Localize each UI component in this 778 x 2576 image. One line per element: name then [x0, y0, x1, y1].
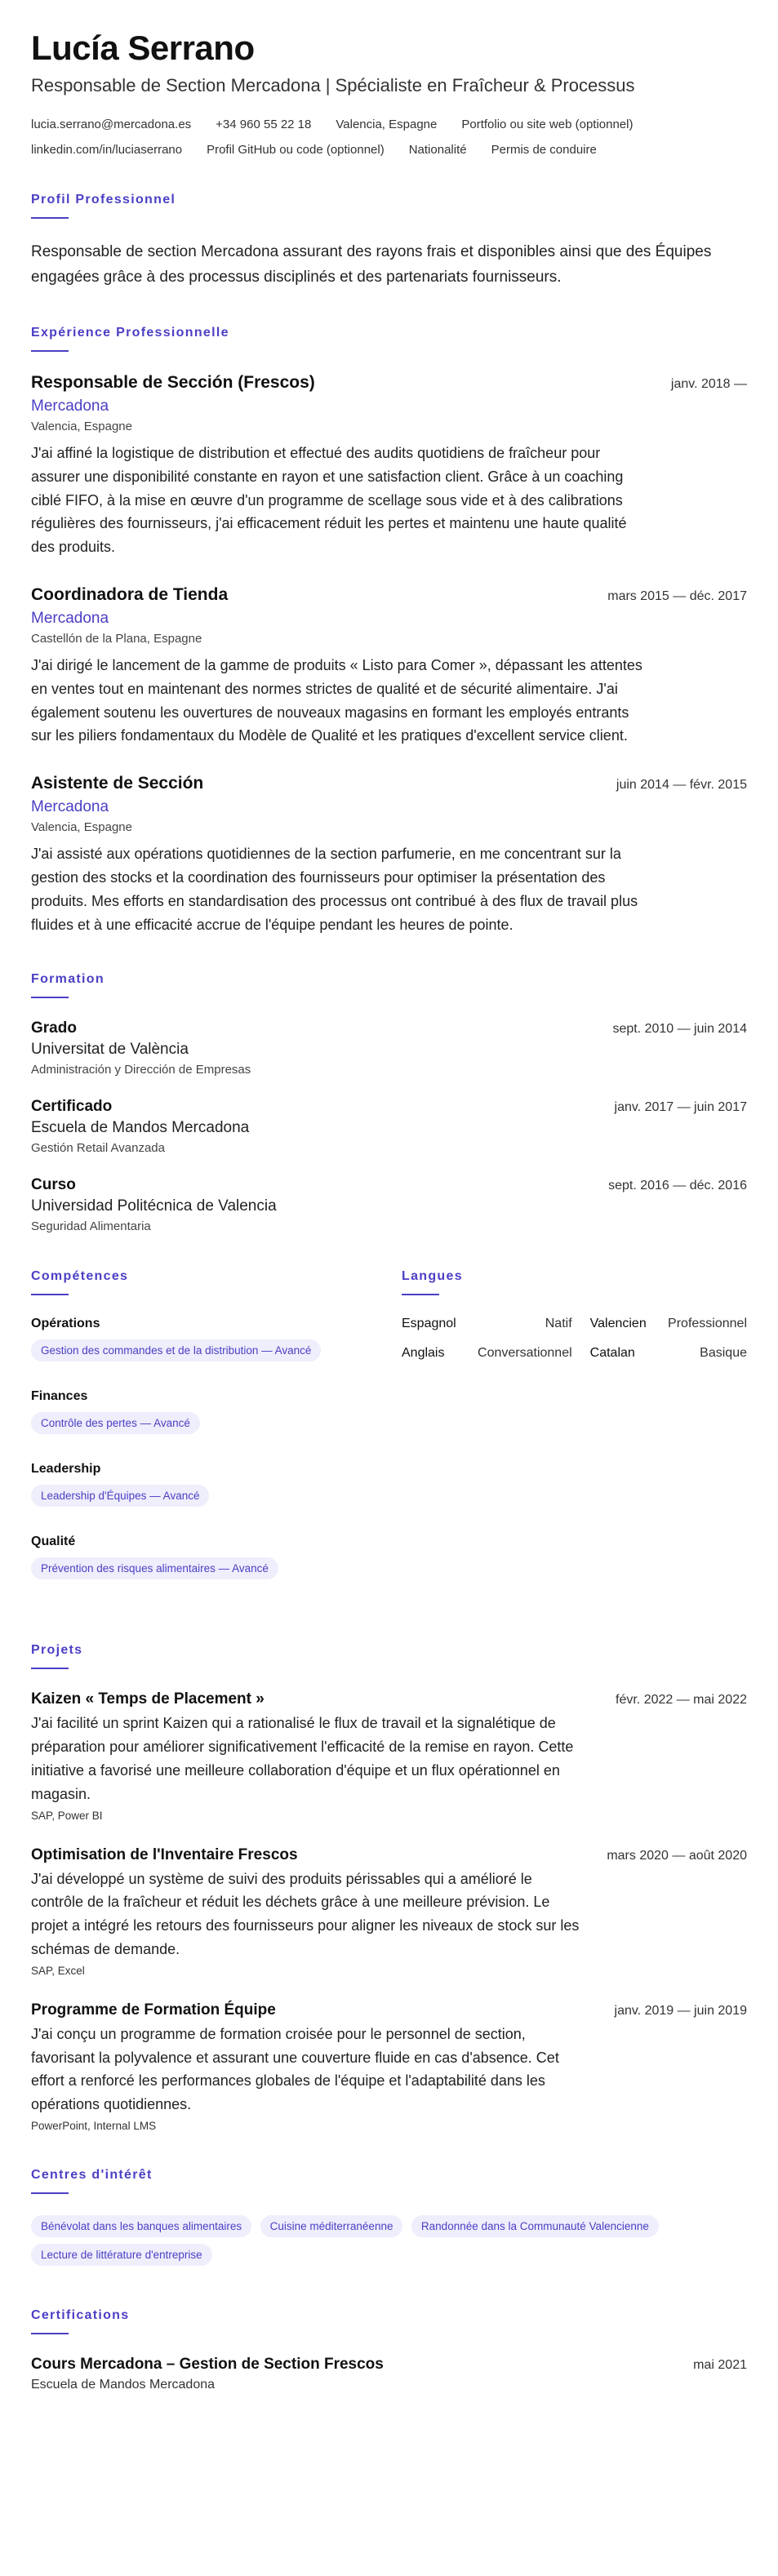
- project-tech: PowerPoint, Internal LMS: [31, 2119, 157, 2132]
- skill-group: [31, 1317, 358, 1368]
- contact-location: Valencia, Espagne: [336, 118, 438, 132]
- job-location: Valencia, Espagne: [31, 419, 132, 433]
- project-title: Optimisation de l'Inventaire Frescos: [31, 1845, 298, 1863]
- edu-degree: Curso: [31, 1176, 76, 1194]
- contact-row-1: [31, 118, 747, 131]
- job-location: Valencia, Espagne: [31, 820, 132, 835]
- job-company: Mercadona: [31, 798, 109, 816]
- education-entry: [31, 1019, 747, 1077]
- job-title: Coordinadora de Tienda: [31, 584, 229, 604]
- skill-tag: Prévention des risques alimentaires — Avancé: [31, 1557, 278, 1579]
- interests-section: [31, 2168, 747, 2272]
- skill-category: Opérations: [31, 1317, 100, 1331]
- section-divider: [31, 2333, 69, 2334]
- contact-row-2: [31, 143, 747, 157]
- section-title: Centres d'intérêt: [31, 2167, 153, 2182]
- project-description: J'ai développé un système de suivi des produits périssables qui a amélioré le contrôle de la fraîcheur et réduit les déchets grâce à une meilleure prévision. Le projet a intégré les retours des fournisseurs pour aligner les niveaux de stock sur les schémas de demande.: [31, 1870, 580, 1957]
- skill-group: [31, 1389, 358, 1441]
- certification-title: Cours Mercadona – Gestion de Section Frescos: [31, 2355, 384, 2373]
- project-title: Programme de Formation Équipe: [31, 2001, 276, 2019]
- section-title: Langues: [402, 1269, 463, 1284]
- contact-email[interactable]: lucia.serrano@mercadona.es: [31, 118, 192, 132]
- job-location: Castellón de la Plana, Espagne: [31, 631, 202, 646]
- edu-field: Seguridad Alimentaria: [31, 1219, 151, 1234]
- candidate-title: Responsable de Section Mercadona | Spécialiste en Fraîcheur & Processus: [31, 75, 635, 96]
- edu-date: janv. 2017 — juin 2017: [614, 1100, 747, 1115]
- education-entry: [31, 1098, 747, 1155]
- edu-school: Universitat de València: [31, 1041, 189, 1059]
- skill-category: Finances: [31, 1389, 88, 1404]
- experience-entry: [31, 373, 747, 559]
- edu-field: Administración y Dirección de Empresas: [31, 1063, 251, 1077]
- skill-tag: Leadership d'Équipes — Avancé: [31, 1485, 209, 1507]
- interest-tag: Lecture de littérature d'entreprise: [31, 2244, 212, 2266]
- education-section: [31, 972, 747, 1233]
- experience-section: [31, 326, 747, 936]
- project-entry: [31, 1690, 747, 1821]
- section-title: Formation: [31, 972, 104, 987]
- language-level: Professionnel: [668, 1317, 747, 1331]
- section-title: Compétences: [31, 1269, 129, 1284]
- language-level: Conversationnel: [478, 1346, 572, 1361]
- language-name: Valencien: [589, 1317, 647, 1331]
- project-date: mars 2020 — août 2020: [607, 1848, 747, 1863]
- interest-tag: Randonnée dans la Communauté Valencienne: [411, 2215, 659, 2237]
- job-date: mars 2015 — déc. 2017: [607, 588, 747, 603]
- contact-github[interactable]: Profil GitHub ou code (optionnel): [207, 143, 385, 158]
- interest-tag: Cuisine méditerranéenne: [260, 2215, 403, 2237]
- skill-tag: Contrôle des pertes — Avancé: [31, 1412, 200, 1434]
- language-name: Anglais: [402, 1346, 445, 1361]
- section-title: Certifications: [31, 2307, 130, 2322]
- skill-group: [31, 1534, 358, 1586]
- project-description: J'ai facilité un sprint Kaizen qui a rationalisé le flux de travail et la signalétique de préparation pour améliorer significativement l'efficacité de la remise en rayon. Cette initiative a favorisé une meilleure collaboration d'équipe et un flux opérationnel en magasin.: [31, 1715, 574, 1802]
- education-entry: [31, 1176, 747, 1233]
- certification-entry: [31, 2356, 747, 2374]
- section-divider: [31, 350, 69, 352]
- job-date: juin 2014 — févr. 2015: [616, 778, 747, 793]
- project-description: J'ai conçu un programme de formation croisée pour le personnel de section, favorisant la polyvalence et assurant une couverture fluide en cas d'absence. Cet effort a renforcé les performances globales de l'équipe et l'adaptabilité dans les opérations quotidiennes.: [31, 2025, 559, 2113]
- contact-phone[interactable]: +34 960 55 22 18: [216, 118, 312, 132]
- project-entry: [31, 1846, 747, 1977]
- job-company: Mercadona: [31, 397, 109, 415]
- profile-summary: Responsable de section Mercadona assurant des rayons frais et disponibles ainsi que des Équipes engagées grâce à des processus disciplinés et des partenariats fournisseurs.: [31, 243, 712, 286]
- interests-tags: [31, 2215, 747, 2272]
- project-tech: SAP, Excel: [31, 1964, 85, 1977]
- certification-issuer: Escuela de Mandos Mercadona: [31, 2377, 216, 2392]
- section-divider: [31, 2192, 69, 2194]
- skill-tag: Gestion des commandes et de la distribution — Avancé: [31, 1339, 321, 1361]
- resume-header: [31, 29, 747, 157]
- job-title: Responsable de Sección (Frescos): [31, 372, 315, 392]
- job-description: J'ai affiné la logistique de distribution et effectué des audits quotidiens de fraîcheur pour assurer une disponibilité constante en rayon et une satisfaction client. Grâce à un coaching ciblé FIFO, à la mise en œuvre d'un programme de scellage sous vide et à des calibrations régulières des fournisseurs, j'ai efficacement réduit les pertes et maintenu une haute qualité des produits.: [31, 444, 627, 556]
- language-name: Catalan: [589, 1346, 635, 1361]
- skills-languages-row: [31, 1269, 747, 1607]
- certifications-section: [31, 2308, 747, 2392]
- interest-tag: Bénévolat dans les banques alimentaires: [31, 2215, 251, 2237]
- project-entry: [31, 2001, 747, 2132]
- section-title: Expérience Professionnelle: [31, 325, 229, 340]
- experience-entry: [31, 774, 747, 936]
- job-date: janv. 2018 —: [670, 376, 747, 391]
- skill-group: [31, 1462, 358, 1513]
- edu-degree: Grado: [31, 1019, 77, 1037]
- section-divider: [31, 997, 69, 998]
- job-company: Mercadona: [31, 609, 109, 627]
- skill-category: Qualité: [31, 1534, 76, 1549]
- contact-license: Permis de conduire: [491, 143, 597, 158]
- candidate-name: Lucía Serrano: [31, 29, 255, 67]
- experience-entry: [31, 585, 747, 748]
- project-tech: SAP, Power BI: [31, 1809, 103, 1822]
- edu-degree: Certificado: [31, 1098, 113, 1116]
- contact-linkedin[interactable]: linkedin.com/in/luciaserrano: [31, 143, 183, 158]
- language-name: Espagnol: [402, 1317, 456, 1331]
- section-divider: [31, 217, 69, 219]
- edu-field: Gestión Retail Avanzada: [31, 1141, 165, 1156]
- skill-category: Leadership: [31, 1462, 101, 1477]
- edu-date: sept. 2016 — déc. 2016: [608, 1179, 747, 1193]
- section-divider: [31, 1668, 69, 1669]
- section-divider: [31, 1294, 69, 1295]
- language-level: Basique: [700, 1346, 747, 1361]
- job-title: Asistente de Sección: [31, 774, 204, 793]
- contact-portfolio[interactable]: Portfolio ou site web (optionnel): [461, 118, 634, 132]
- edu-school: Escuela de Mandos Mercadona: [31, 1119, 250, 1137]
- job-description: J'ai assisté aux opérations quotidiennes de la section parfumerie, en me concentrant sur la gestion des stocks et la coordination des fournisseurs pour optimiser la présentation des produits. Mes efforts en standardisation des processus ont contribué à des flux de travail plus fluides et à une efficacité accrue de l'équipe pendant les heures de pointe.: [31, 846, 638, 933]
- project-date: janv. 2019 — juin 2019: [614, 2003, 747, 2018]
- language-level: Natif: [545, 1317, 572, 1331]
- languages-grid: [402, 1317, 747, 1361]
- edu-school: Universidad Politécnica de Valencia: [31, 1197, 277, 1215]
- section-title: Profil Professionnel: [31, 193, 176, 207]
- profile-section: [31, 193, 747, 290]
- skills-section: [31, 1269, 358, 1607]
- contact-nationality: Nationalité: [408, 143, 467, 158]
- section-title: Projets: [31, 1643, 83, 1658]
- edu-date: sept. 2010 — juin 2014: [612, 1022, 747, 1037]
- certification-date: mai 2021: [693, 2357, 747, 2372]
- languages-section: [402, 1269, 747, 1607]
- projects-section: [31, 1643, 747, 2132]
- section-divider: [402, 1294, 439, 1295]
- job-description: J'ai dirigé le lancement de la gamme de produits « Listo para Comer », dépassant les attentes en ventes tout en maintenant des normes strictes de qualité et de sécurité alimentaire. J'ai également soutenu les ouvertures de nouveaux magasins en formant les employés entrants sur les piliers fondamentaux du Modèle de Qualité et les pratiques d'excellent service client.: [31, 656, 642, 744]
- project-date: févr. 2022 — mai 2022: [616, 1693, 747, 1708]
- project-title: Kaizen « Temps de Placement »: [31, 1690, 265, 1708]
